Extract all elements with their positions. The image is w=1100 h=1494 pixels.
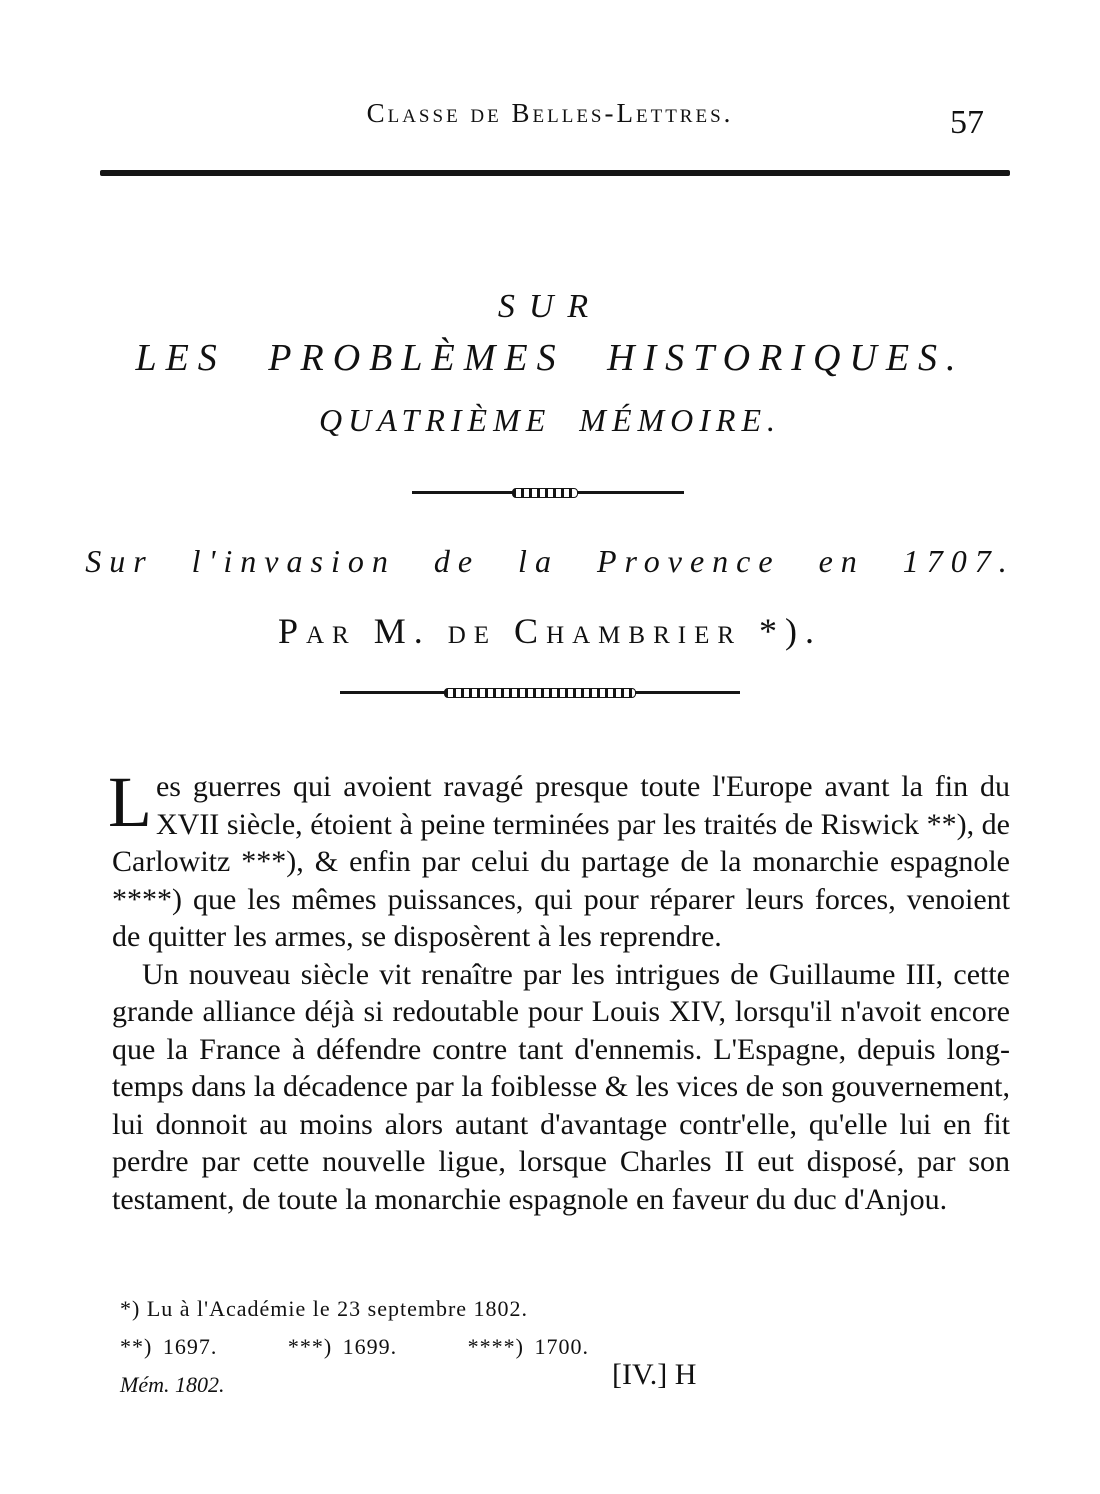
title-line-3: QUATRIÈME MÉMOIRE.: [318, 402, 782, 438]
footnotes-dates: [120, 1334, 649, 1360]
ornament-rule-top: [412, 488, 684, 498]
footnote-4: ****) 1700.: [467, 1334, 589, 1359]
paragraph-1: [108, 762, 1010, 956]
drop-cap: L: [108, 762, 152, 842]
title-line-2: LES PROBLÈMES HISTORIQUES.: [135, 337, 965, 379]
header-rule: [100, 170, 1010, 176]
footnote-3: ***) 1699.: [287, 1334, 398, 1359]
paragraph-2: Un nouveau siècle vit renaître par les intrigues de Guillaume III, cette grande alliance déjà si redoutable pour Louis XIV, lorsqu'il n'avoit encore que la France à défendre contre tant d'ennemis. L'Espagne, depuis long-temps dans la décadence par la foiblesse & les vices de son gouvernement, lui donnoit au moins alors autant d'avantage contr'elle, qu'elle lui en fit perdre par cette nouvelle ligue, lorsque Charles II eut disposé, par son testament, de toute la monarchie espagnole en faveur du duc d'Anjou.: [112, 957, 1010, 1216]
subtitle: Sur l'invasion de la Provence en 1707.: [85, 543, 1015, 579]
title-line-1: SUR: [497, 288, 603, 325]
gathering-mark: [IV.] H: [612, 1358, 697, 1391]
ornament-rule-bottom: [340, 688, 740, 698]
running-head: Classe de Belles-Lettres.: [366, 98, 734, 128]
footnote-2: **) 1697.: [120, 1334, 218, 1359]
page-number: 57: [950, 104, 984, 141]
footnote-1: *) Lu à l'Académie le 23 septembre 1802.: [120, 1296, 529, 1321]
body-text: [108, 762, 1010, 1218]
paragraph-1-text: es guerres qui avoient ravagé presque toute l'Europe avant la fin du XVII siècle, étoient à peine terminées par les traités de Riswick **), de Carlowitz ***), & enfin par celui du partage de la monarchie espagnole ****) que les mêmes puissances, qui pour réparer leurs forces, venoient de quitter les armes, se disposèrent à les reprendre.: [112, 770, 1010, 953]
author-byline: Par M. de Chambrier *).: [277, 611, 823, 651]
signature-mark: Mém. 1802.: [120, 1372, 225, 1397]
